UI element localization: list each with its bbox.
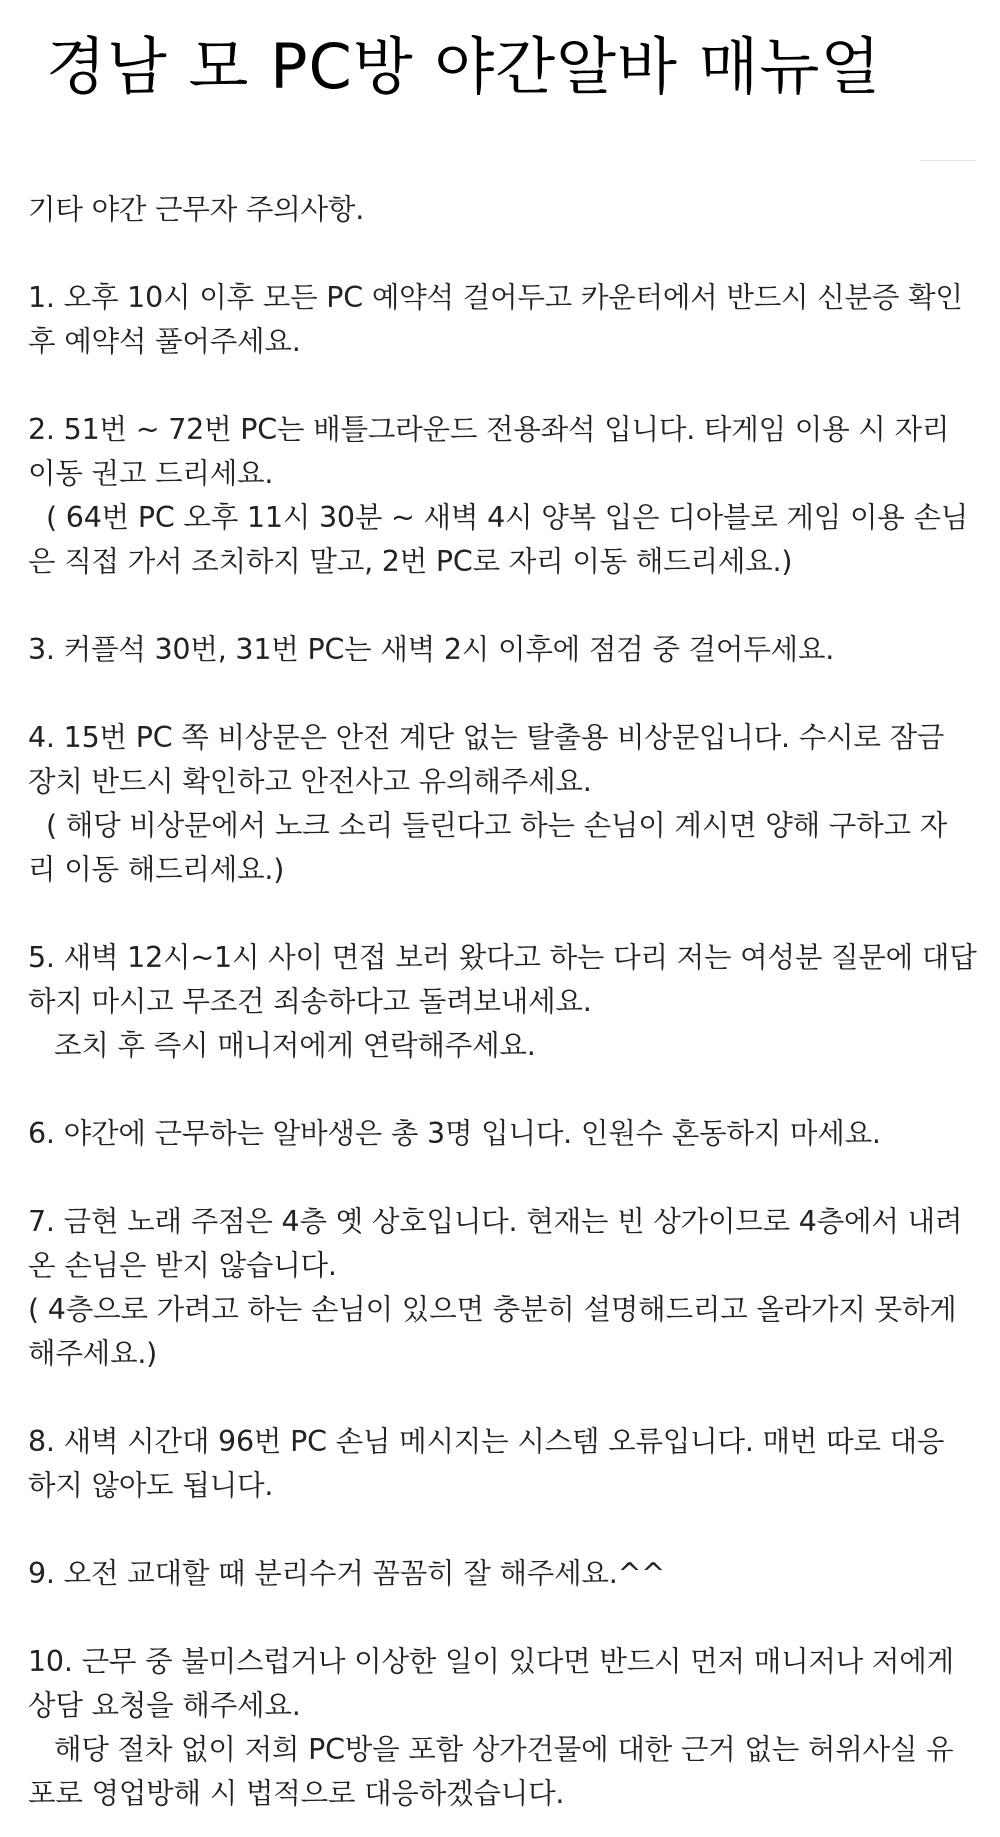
blank-line bbox=[28, 1068, 978, 1112]
rule-4-note-line-2: 리 이동 해드리세요.) bbox=[28, 853, 285, 886]
rule-2-note-line-2: 은 직접 가서 조치하지 말고, 2번 PC로 자리 이동 해드리세요.) bbox=[28, 545, 793, 578]
rule-2-note-line-1: ( 64번 PC 오후 11시 30분 ~ 새벽 4시 양복 입은 디아블로 게임 이용 손님 bbox=[46, 501, 969, 534]
rule-10-note-line-2: 포로 영업방해 시 법적으로 대응하겠습니다. bbox=[28, 1777, 565, 1810]
rule-7-note-line-1: ( 4층으로 가려고 하는 손님이 있으면 충분히 설명해드리고 올라가지 못하게 bbox=[28, 1293, 957, 1326]
rule-1-line-1: 1. 오후 10시 이후 모든 PC 예약석 걸어두고 카운터에서 반드시 신분증 확인 bbox=[28, 281, 963, 314]
section-heading: 기타 야간 근무자 주의사항. bbox=[28, 193, 365, 226]
rule-4-line-2: 장치 반드시 확인하고 안전사고 유의해주세요. bbox=[28, 765, 592, 798]
rule-7-line-1: 7. 금현 노래 주점은 4층 옛 상호입니다. 현재는 빈 상가이므로 4층에서 내려 bbox=[28, 1205, 963, 1238]
rule-2-line-2: 이동 권고 드리세요. bbox=[28, 457, 274, 490]
rule-2-line-1: 2. 51번 ~ 72번 PC는 배틀그라운드 전용좌석 입니다. 타게임 이용 시 자리 bbox=[28, 413, 950, 446]
rule-3-line-1: 3. 커플석 30번, 31번 PC는 새벽 2시 이후에 점검 중 걸어두세요. bbox=[28, 633, 835, 666]
rule-8-line-1: 8. 새벽 시간대 96번 PC 손님 메시지는 시스템 오류입니다. 매번 따로 대응 bbox=[28, 1425, 945, 1458]
blank-line bbox=[28, 1596, 978, 1640]
manual-body bbox=[28, 188, 978, 1816]
rule-8-line-2: 하지 않아도 됩니다. bbox=[28, 1469, 274, 1502]
rule-5-line-2: 하지 마시고 무조건 죄송하다고 돌려보내세요. bbox=[28, 985, 592, 1018]
rule-4-line-1: 4. 15번 PC 쪽 비상문은 안전 계단 없는 탈출용 비상문입니다. 수시로 잠금 bbox=[28, 721, 945, 754]
blank-line bbox=[28, 584, 978, 628]
blank-line bbox=[28, 364, 978, 408]
rule-7-note-line-2: 해주세요.) bbox=[28, 1337, 158, 1370]
rule-5-note-line-1: 조치 후 즉시 매니저에게 연락해주세요. bbox=[54, 1029, 536, 1062]
blank-line bbox=[28, 232, 978, 276]
rule-9-line-1: 9. 오전 교대할 때 분리수거 꼼꼼히 잘 해주세요.^^ bbox=[28, 1557, 665, 1590]
blank-line bbox=[28, 672, 978, 716]
blank-line bbox=[28, 1376, 978, 1420]
rule-5-line-1: 5. 새벽 12시~1시 사이 면접 보러 왔다고 하는 다리 저는 여성분 질문에 대답 bbox=[28, 941, 977, 974]
rule-10-line-1: 10. 근무 중 불미스럽거나 이상한 일이 있다면 반드시 먼저 매니저나 저에게 bbox=[28, 1645, 954, 1678]
rule-7-line-2: 온 손님은 받지 않습니다. bbox=[28, 1249, 337, 1282]
page-title: 경남 모 PC방 야간알바 매뉴얼 bbox=[46, 30, 882, 103]
blank-line bbox=[28, 892, 978, 936]
blank-line bbox=[28, 1508, 978, 1552]
rule-4-note-line-1: ( 해당 비상문에서 노크 소리 들린다고 하는 손님이 계시면 양해 구하고 자 bbox=[46, 809, 947, 842]
rule-6-line-1: 6. 야간에 근무하는 알바생은 총 3명 입니다. 인원수 혼동하지 마세요. bbox=[28, 1117, 881, 1150]
rule-1-line-2: 후 예약석 풀어주세요. bbox=[28, 325, 301, 358]
rule-10-note-line-1: 해당 절차 없이 저희 PC방을 포함 상가건물에 대한 근거 없는 허위사실 유 bbox=[54, 1733, 954, 1766]
divider bbox=[920, 160, 976, 161]
blank-line bbox=[28, 1156, 978, 1200]
rule-10-line-2: 상담 요청을 해주세요. bbox=[28, 1689, 301, 1722]
